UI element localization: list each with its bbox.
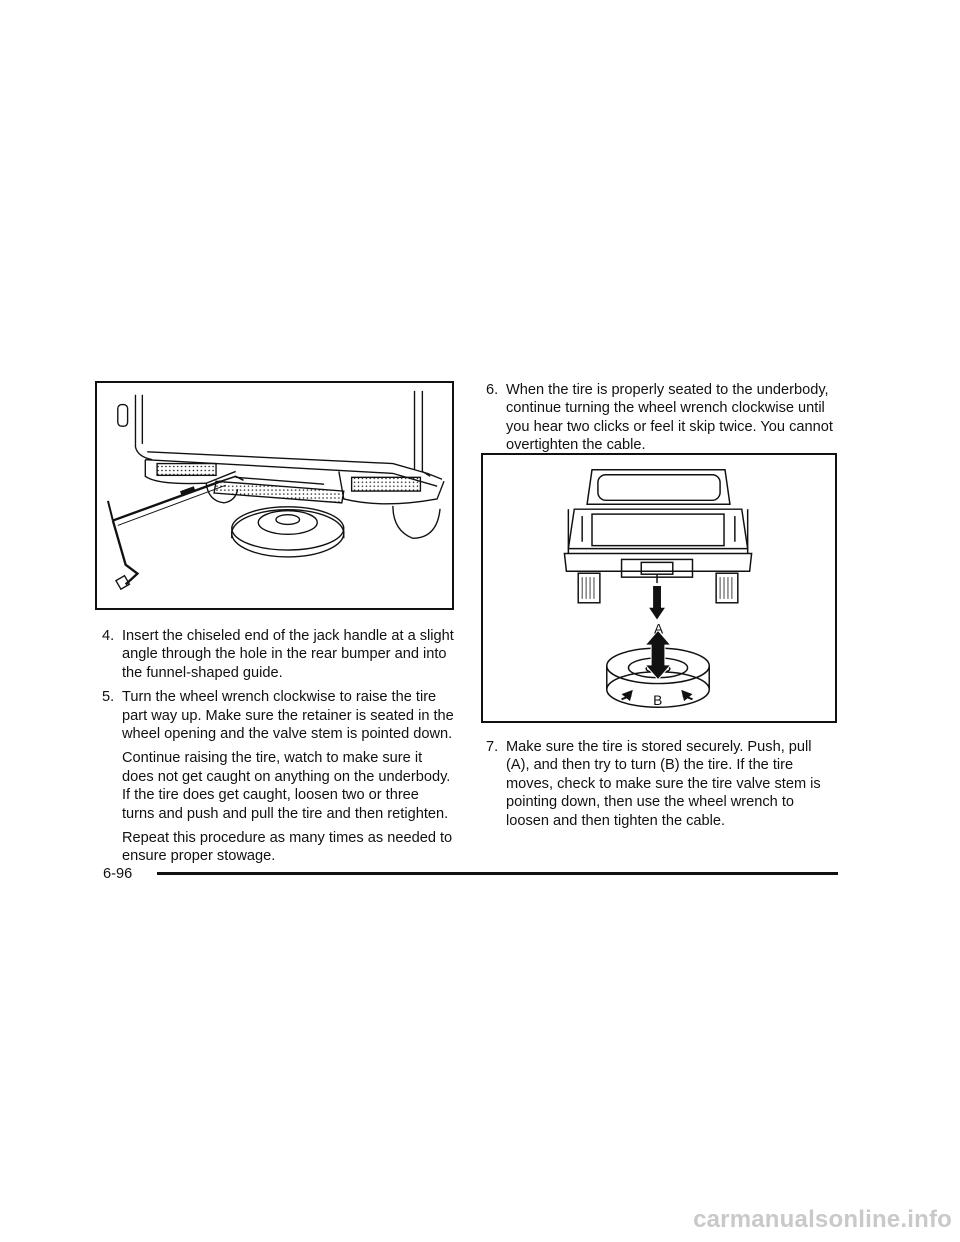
paragraph-continue-raising: Continue raising the tire, watch to make sure it does not get caught on anything on the underbody. If the tire does get caught, loosen two or three turns and push and pull the tire and then retighten. <box>122 750 451 822</box>
label-a: A <box>654 621 664 637</box>
step-4 <box>102 627 454 682</box>
paragraph-repeat: Repeat this procedure as many times as needed to ensure proper stowage. <box>122 830 453 865</box>
step-number: 7. <box>486 739 499 755</box>
page-number: 6-96 <box>103 866 133 882</box>
step-text: Make sure the tire is stored securely. Push, pull (A), and then try to turn (B) the tire. If the tire moves, check to make sure the tire valve stem is pointing down, then use the wheel wrench to loosen and then tighten the cable. <box>506 739 821 829</box>
step-number: 5. <box>102 689 115 706</box>
step-number: 4. <box>102 628 115 644</box>
left-column <box>102 627 454 872</box>
step-number: 6. <box>486 382 499 398</box>
step-text: Insert the chiseled end of the jack handle at a slight angle through the hole in the rear bumper and into the funnel-shaped guide. <box>122 628 454 681</box>
step-6 <box>486 381 838 455</box>
right-column-top <box>486 381 838 461</box>
footer-rule <box>157 872 838 875</box>
step-5 <box>102 688 454 743</box>
step-text: When the tire is properly seated to the underbody, continue turning the wheel wrench clockwise until you hear two clicks or feel it skip twice. You cannot overtighten the cable. <box>506 382 833 454</box>
step-7 <box>486 738 838 830</box>
tire-check-illustration <box>481 453 837 723</box>
tire-check-drawing <box>483 455 835 721</box>
step-text: Turn the wheel wrench clockwise to raise the tire part way up. Make sure the retainer is seated in the wheel opening and the valve stem is pointed down. <box>122 689 454 743</box>
label-b: B <box>653 693 663 709</box>
watermark: carmanualsonline.info <box>693 1206 952 1233</box>
bumper-jack-drawing <box>97 383 452 608</box>
bumper-jack-illustration <box>95 381 454 610</box>
right-column-bottom <box>486 738 838 836</box>
